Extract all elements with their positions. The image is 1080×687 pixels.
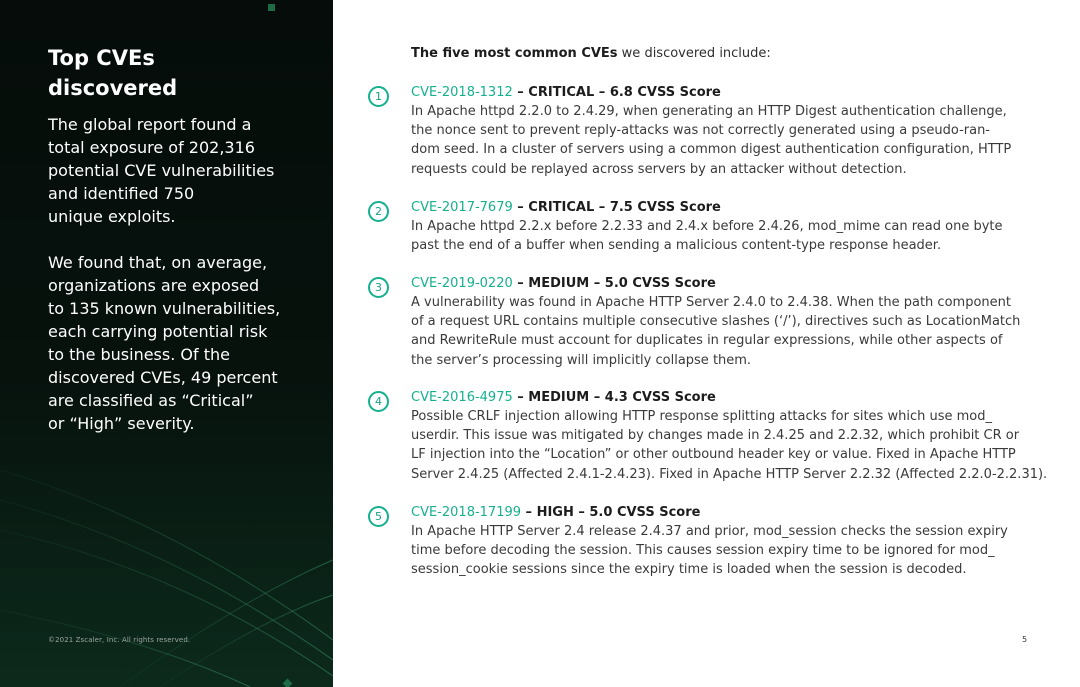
number-badge: 4	[368, 391, 389, 412]
cve-id: CVE-2019-0220	[411, 276, 513, 291]
description-line: the server’s processing will implicitly collapse them.	[411, 352, 752, 368]
description-line: and RewriteRule must account for duplicates in regular expressions, while other aspects of	[411, 333, 1003, 349]
para-line: and identified 750	[48, 184, 195, 203]
description-line: LF injection into the “Location” or other outbound header key or value. Fixed in Apache HTTP	[411, 447, 1016, 463]
number-badge: 5	[368, 506, 389, 527]
para-line: to 135 known vulnerabilities,	[48, 299, 281, 318]
para-line: We found that, on average,	[48, 253, 268, 272]
cve-rating: – MEDIUM – 5.0 CVSS Score	[512, 276, 716, 291]
cve-rating: – HIGH – 5.0 CVSS Score	[521, 505, 701, 520]
description-line: In Apache httpd 2.2.x before 2.2.33 and 2.4.x before 2.4.26, mod_mime can read one byte	[411, 219, 1003, 234]
cve-heading	[411, 503, 700, 522]
para-line: to the business. Of the	[48, 345, 230, 364]
cve-rating: – CRITICAL – 7.5 CVSS Score	[512, 200, 721, 215]
description-line: time before decoding the session. This causes session expiry time to be ignored for mod_	[411, 543, 995, 559]
left-panel	[0, 0, 333, 687]
cve-heading	[411, 83, 721, 102]
cve-id: CVE-2017-7679	[411, 200, 513, 215]
intro-bold: The five most common CVEs	[411, 46, 618, 61]
intro-rest: we discovered include:	[617, 46, 771, 61]
number-badge: 2	[368, 201, 389, 222]
cve-id: CVE-2018-1312	[411, 85, 513, 100]
cve-id: CVE-2018-17199	[411, 505, 522, 520]
number-badge: 3	[368, 277, 389, 298]
description-line: the nonce sent to prevent reply-attacks was not correctly generated using a pseudo-ran-	[411, 123, 991, 139]
description-line: Server 2.4.25 (Affected 2.4.1-2.4.23). Fixed in Apache HTTP Server 2.2.32 (Affected 2.2.0-2.2.31).	[411, 466, 1048, 482]
para-line: unique exploits.	[48, 207, 176, 226]
title-line: Top CVEs	[48, 46, 155, 70]
para-line: organizations are exposed	[48, 276, 260, 295]
cve-description	[411, 217, 1043, 255]
intro-text	[411, 45, 771, 63]
description-line: dom seed. In a cluster of servers using a common digest authentication configuration, HTTP	[411, 142, 1012, 158]
description-line: session_cookie sessions since the expiry time is loaded when the session is decoded.	[411, 562, 967, 578]
para-line: are classified as “Critical”	[48, 391, 254, 410]
description-line: requests could be replayed across servers by an attacker without detection.	[411, 161, 907, 177]
description-line: In Apache HTTP Server 2.4 release 2.4.37 and prior, mod_session checks the session expiry	[411, 524, 1008, 539]
summary-paragraph-2	[48, 251, 303, 435]
cve-rating: – CRITICAL – 6.8 CVSS Score	[512, 85, 721, 100]
description-line: In Apache httpd 2.2.0 to 2.4.29, when generating an HTTP Digest authentication challenge,	[411, 104, 1007, 119]
copyright-notice: ©2021 Zscaler, Inc. All rights reserved.	[48, 636, 191, 644]
cve-description	[411, 293, 1043, 370]
description-line: past the end of a buffer when sending a malicious content-type response header.	[411, 238, 942, 254]
description-line: of a request URL contains multiple consecutive slashes (‘/’), directives such as LocationMatch	[411, 314, 1021, 330]
para-line: each carrying potential risk	[48, 322, 268, 341]
cve-heading	[411, 274, 716, 293]
cve-description	[411, 407, 1048, 484]
para-line: potential CVE vulnerabilities	[48, 161, 275, 180]
title-line: discovered	[48, 76, 178, 100]
para-line: total exposure of 202,316	[48, 138, 255, 157]
para-line: discovered CVEs, 49 percent	[48, 368, 278, 387]
page-number: 5	[1022, 635, 1028, 644]
cve-id: CVE-2016-4975	[411, 390, 513, 405]
cve-heading	[411, 198, 721, 217]
page-title	[48, 43, 288, 103]
decorative-square	[268, 4, 275, 11]
cve-description	[411, 522, 1043, 580]
number-badge: 1	[368, 86, 389, 107]
cve-rating: – MEDIUM – 4.3 CVSS Score	[512, 390, 716, 405]
summary-paragraph-1	[48, 113, 303, 228]
para-line: or “High” severity.	[48, 414, 195, 433]
description-line: userdir. This issue was mitigated by changes made in 2.4.25 and 2.2.32, which prohibit CR or	[411, 428, 1020, 444]
description-line: A vulnerability was found in Apache HTTP Server 2.4.0 to 2.4.38. When the path component	[411, 295, 1011, 310]
description-line: Possible CRLF injection allowing HTTP response splitting attacks for sites which use mod_	[411, 409, 992, 424]
cve-description	[411, 102, 1043, 179]
cve-heading	[411, 388, 716, 407]
para-line: The global report found a	[48, 115, 252, 134]
